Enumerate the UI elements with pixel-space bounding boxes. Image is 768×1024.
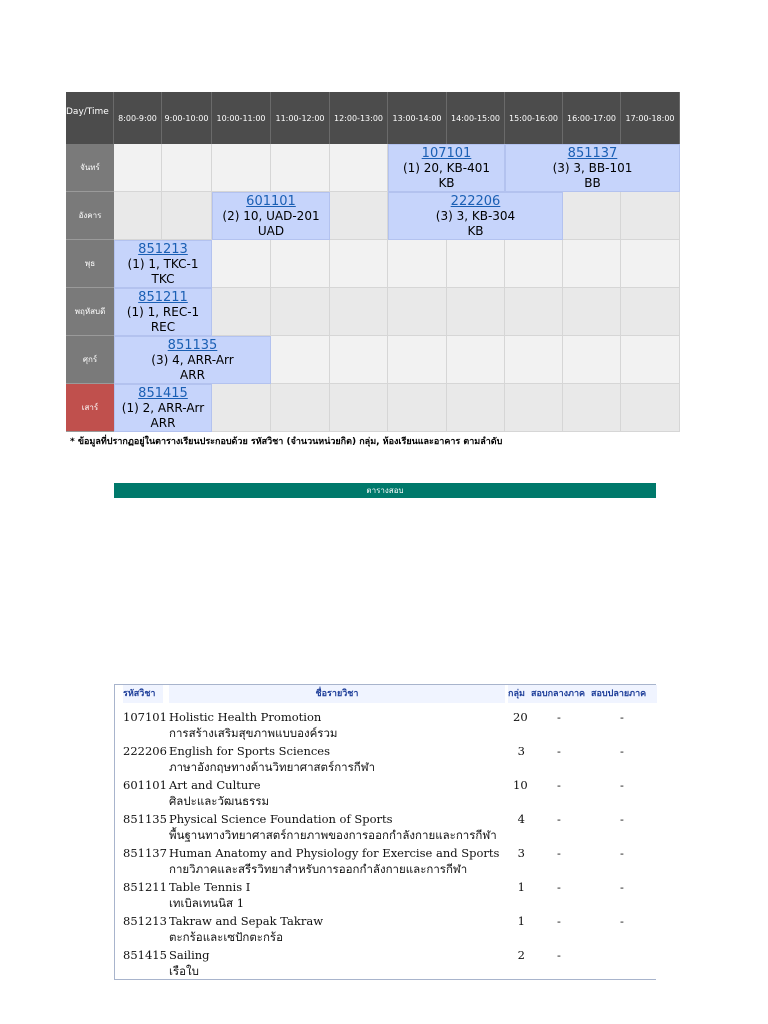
midterm-exam: - <box>557 710 561 724</box>
course-building: REC <box>150 320 176 334</box>
schedule-cell <box>388 240 447 288</box>
course-code-link[interactable]: 107101 <box>421 146 472 161</box>
final-exam: - <box>620 744 624 758</box>
course-name-th: เทเบิลเทนนิส 1 <box>169 896 245 910</box>
schedule-cell <box>212 384 271 432</box>
course-code: 851135 <box>123 812 167 826</box>
table-row <box>115 911 655 945</box>
schedule-cell <box>563 384 621 432</box>
time-slot-header: 10:00-11:00 <box>212 92 271 144</box>
schedule-cell <box>505 288 563 336</box>
schedule-cell <box>212 240 271 288</box>
midterm-exam: - <box>557 880 561 894</box>
day-label: พุธ <box>66 240 114 288</box>
schedule-cell <box>212 288 271 336</box>
course-name-th: พื้นฐานทางวิทยาศาสตร์กายภาพของการออกกำลังกายและการกีฬา <box>169 828 497 842</box>
final-exam: - <box>620 914 624 928</box>
course-name-en: Holistic Health Promotion <box>169 710 322 724</box>
header-day-time: Day/Time <box>66 92 114 144</box>
course-code: 222206 <box>123 744 167 758</box>
course-group: 10 <box>513 778 528 792</box>
course-block <box>114 336 271 384</box>
course-group: 3 <box>517 744 525 758</box>
midterm-exam: - <box>557 778 561 792</box>
schedule-cell <box>162 192 212 240</box>
course-group: 20 <box>513 710 528 724</box>
course-name-en: Physical Science Foundation of Sports <box>169 812 393 826</box>
course-name-en: English for Sports Sciences <box>169 744 331 758</box>
course-detail: (3) 4, ARR-Arr <box>151 353 234 367</box>
course-building: BB <box>584 176 601 190</box>
course-list-table <box>114 684 656 980</box>
course-code-link[interactable]: 851135 <box>167 338 218 353</box>
course-code-link[interactable]: 851211 <box>138 290 188 305</box>
course-name-en: Takraw and Sepak Takraw <box>169 914 324 928</box>
course-group: 3 <box>517 846 525 860</box>
header-course-code: รหัสวิชา <box>123 685 163 703</box>
schedule-cell <box>114 144 162 192</box>
course-block <box>114 384 212 432</box>
course-name-en: Table Tennis I <box>169 880 251 894</box>
header-group: กลุ่ม <box>508 685 532 703</box>
class-schedule-grid <box>66 92 680 433</box>
course-code-link[interactable]: 851137 <box>567 146 618 161</box>
schedule-cell <box>447 384 505 432</box>
course-detail: (2) 10, UAD-201 <box>222 209 320 223</box>
schedule-cell <box>447 336 505 384</box>
course-building: ARR <box>180 368 205 382</box>
course-building: ARR <box>150 416 176 430</box>
course-block <box>114 288 212 336</box>
course-group: 1 <box>517 880 525 894</box>
schedule-cell <box>447 240 505 288</box>
schedule-cell <box>330 384 388 432</box>
time-slot-header: 17:00-18:00 <box>621 92 680 144</box>
course-building: KB <box>438 176 455 190</box>
final-exam: - <box>620 812 624 826</box>
course-name-th: เรือใบ <box>169 964 199 978</box>
schedule-cell <box>271 384 330 432</box>
course-detail: (1) 1, REC-1 <box>126 305 200 319</box>
course-group: 4 <box>517 812 525 826</box>
schedule-cell <box>330 192 388 240</box>
schedule-note: * ข้อมูลที่ปรากฏอยู่ในตารางเรียนประกอบด้วย รหัสวิชา (จำนวนหน่วยกิต) กลุ่ม, ห้องเรียนและอาคาร ตามลำดับ <box>70 437 503 447</box>
course-code-link[interactable]: 851213 <box>138 242 188 257</box>
time-slot-header: 13:00-14:00 <box>388 92 447 144</box>
course-block <box>114 240 212 288</box>
schedule-cell <box>447 288 505 336</box>
course-group: 1 <box>517 914 525 928</box>
midterm-exam: - <box>557 812 561 826</box>
time-slot-header: 8:00-9:00 <box>114 92 162 144</box>
day-label: พฤหัสบดี <box>66 288 114 336</box>
schedule-cell <box>388 336 447 384</box>
course-name-th: ตะกร้อและเซปักตะกร้อ <box>169 930 284 944</box>
midterm-exam: - <box>557 744 561 758</box>
course-block <box>388 144 505 192</box>
course-name-en: Human Anatomy and Physiology for Exercise and Sports <box>169 846 500 860</box>
schedule-cell <box>621 240 680 288</box>
time-slot-header: 15:00-16:00 <box>505 92 563 144</box>
schedule-cell <box>388 384 447 432</box>
course-detail: (3) 3, KB-304 <box>435 209 516 223</box>
schedule-cell <box>563 288 621 336</box>
schedule-cell <box>330 288 388 336</box>
schedule-cell <box>505 384 563 432</box>
header-midterm: สอบกลางภาค <box>531 685 591 703</box>
schedule-cell <box>271 336 330 384</box>
time-slot-header: 12:00-13:00 <box>330 92 388 144</box>
course-group: 2 <box>517 948 525 962</box>
final-exam: - <box>620 880 624 894</box>
course-name-th: ศิลปะและวัฒนธรรม <box>169 794 270 808</box>
schedule-cell <box>563 192 621 240</box>
course-code: 851211 <box>123 880 167 894</box>
table-row <box>115 741 655 775</box>
table-row <box>115 843 655 877</box>
midterm-exam: - <box>557 914 561 928</box>
schedule-cell <box>563 336 621 384</box>
schedule-cell <box>330 336 388 384</box>
day-label: ศุกร์ <box>66 336 114 384</box>
course-code-link[interactable]: 222206 <box>450 194 501 209</box>
schedule-cell <box>388 288 447 336</box>
course-name-th: การสร้างเสริมสุขภาพแบบองค์รวม <box>169 726 338 740</box>
table-row <box>115 707 655 741</box>
exam-schedule-bar: ตารางสอบ <box>114 483 656 498</box>
time-slot-header: 16:00-17:00 <box>563 92 621 144</box>
course-name-th: กายวิภาคและสรีรวิทยาสำหรับการออกกำลังกายและการกีฬา <box>169 862 468 876</box>
course-block <box>505 144 680 192</box>
schedule-cell <box>505 240 563 288</box>
day-label: จันทร์ <box>66 144 114 192</box>
final-exam: - <box>620 778 624 792</box>
schedule-cell <box>271 240 330 288</box>
schedule-cell <box>621 336 680 384</box>
midterm-exam: - <box>557 948 561 962</box>
course-name-en: Art and Culture <box>169 778 261 792</box>
schedule-cell <box>271 144 330 192</box>
course-name-en: Sailing <box>169 948 210 962</box>
table-row <box>115 775 655 809</box>
table-row <box>115 877 655 911</box>
day-label: เสาร์ <box>66 384 114 432</box>
schedule-cell <box>621 384 680 432</box>
course-detail: (1) 2, ARR-Arr <box>121 401 205 415</box>
midterm-exam: - <box>557 846 561 860</box>
schedule-cell <box>162 144 212 192</box>
schedule-cell <box>212 144 271 192</box>
day-label: อังคาร <box>66 192 114 240</box>
course-name-th: ภาษาอังกฤษทางด้านวิทยาศาสตร์การกีฬา <box>169 760 376 774</box>
header-final: สอบปลายภาค <box>591 685 657 703</box>
schedule-cell <box>563 240 621 288</box>
schedule-cell <box>271 288 330 336</box>
course-code: 851415 <box>123 948 167 962</box>
course-code: 601101 <box>123 778 167 792</box>
course-code: 851137 <box>123 846 167 860</box>
schedule-cell <box>505 336 563 384</box>
final-exam: - <box>620 846 624 860</box>
course-building: TKC <box>151 272 175 286</box>
course-block <box>212 192 330 240</box>
table-row <box>115 809 655 843</box>
time-slot-header: 9:00-10:00 <box>162 92 212 144</box>
course-building: KB <box>467 224 484 238</box>
course-detail: (1) 20, KB-401 <box>402 161 491 175</box>
schedule-cell <box>114 192 162 240</box>
schedule-cell <box>330 240 388 288</box>
course-code-link[interactable]: 601101 <box>246 194 296 209</box>
course-detail: (1) 1, TKC-1 <box>127 257 199 271</box>
course-detail: (3) 3, BB-101 <box>552 161 633 175</box>
schedule-cell <box>621 192 680 240</box>
final-exam: - <box>620 710 624 724</box>
time-slot-header: 14:00-15:00 <box>447 92 505 144</box>
schedule-cell <box>621 288 680 336</box>
course-block <box>388 192 563 240</box>
schedule-cell <box>330 144 388 192</box>
header-course-name: ชื่อรายวิชา <box>169 685 505 703</box>
course-building: UAD <box>257 224 285 238</box>
time-slot-header: 11:00-12:00 <box>271 92 330 144</box>
course-code: 851213 <box>123 914 167 928</box>
course-code-link[interactable]: 851415 <box>138 386 188 401</box>
table-row <box>115 945 655 979</box>
course-code: 107101 <box>123 710 167 724</box>
